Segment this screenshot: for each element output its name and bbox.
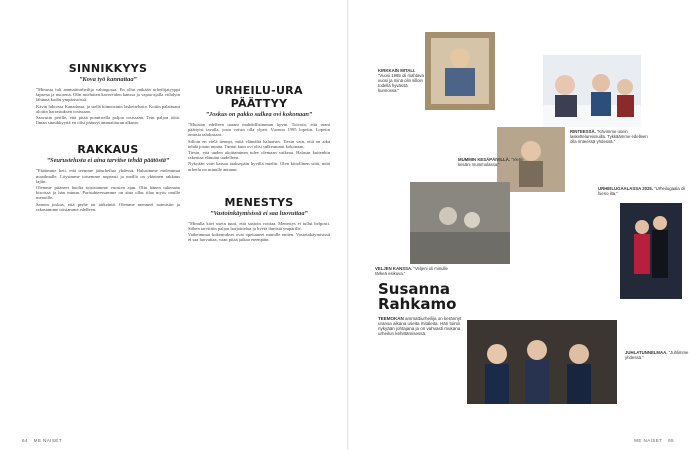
- photo-medal: [425, 32, 495, 110]
- intro-body: ammattiurheilija on kerännyt uransa aikana useita mitaleita. Hän toimii nykyään johtajana ja on vahvasti mukana urheilun kehittämisessä.: [378, 316, 462, 337]
- section-subtitle-sinnikkyys: ”Kova työ kannattaa”: [79, 76, 137, 83]
- section-subtitle-rakkaus: ”Seurustelusta ei aina tarvitse tehdä päätöstä”: [46, 157, 170, 165]
- paragraph: ”Minusta tuli ammattiurheilija vahingossa. En ollut mikään urheilijatyyppi lapsena ja nuorena. Olin mieluiten kavereiden kanssa ja vapaa-ajalla viihdyin lähinnä kodin ympäristössä.: [36, 87, 180, 103]
- photo-celebration: [467, 320, 617, 404]
- paragraph: Vaikeimmat kokemukset ovat opettaneet minulle eniten. Vastoinkäymisissä ei saa luovuttaa, vaan pitää jatkaa eteenpäin.: [188, 232, 330, 243]
- intro-name-line1: Susanna: [378, 280, 451, 298]
- photo-brother: [410, 182, 510, 264]
- intro-lead: TEEMOKAN: [378, 316, 404, 321]
- section-title-rakkaus: RAKKAUS: [77, 143, 139, 157]
- photo-celebration-image: [467, 320, 617, 404]
- photo-brother-image: [410, 182, 510, 264]
- paragraph: ”Päätimme heti, että teemme jääurheilua yhdessä. Halusimme molemmat maailmalle. Löysimme toisemme nopeasti ja meillä on yhteinen rakkaus lajiin.: [36, 168, 180, 184]
- photo-gala: [620, 203, 682, 299]
- photo-gala-image: [620, 203, 682, 299]
- intro-block: [378, 282, 464, 336]
- magazine-name-right: ME NAISET: [634, 438, 663, 443]
- photo-slopes: [543, 55, 641, 127]
- page-gutter: [347, 0, 349, 450]
- section-title-menestys: MENESTYS: [224, 195, 294, 209]
- paragraph: ”Muistan edelleen uraani mahdollisimman hyvin. Toivoin, että urani päättyisi tavalla, josta voisin olla ylpeä. Vuonna 1995 lopetin. Lopetin omasta tahdostani.: [188, 122, 330, 138]
- intro-name-line2: Rahkamo: [378, 295, 457, 313]
- footer-left: [18, 438, 62, 443]
- caption-urheilugaalassa: URHEILUGAALASSA 2025. ”Urheilugaala oli hieno ilta.”: [598, 186, 686, 196]
- section-subtitle-urheilu-ura: ”Joskus on pakko sulkea ovi kokonaan”: [205, 111, 313, 118]
- paragraph: Saavutin perille, että pitää ponnistella paljon tosissaan. Tein paljon töitä. Ilman sinnikkyyttä en olisi päässyt ammattiuran alkuun.: [36, 115, 180, 126]
- section-title-urheilu-ura: URHEILU-URA PÄÄTTYY: [215, 84, 303, 110]
- section-subtitle-menestys: ”Vastoinkäymisissä ei saa luovuttaa”: [210, 209, 308, 217]
- magazine-name: ME NAISET: [33, 438, 62, 443]
- caption-rintessa: RINTEESSÄ. ”Kävimme usein laskettelureissuilla. Tykkäämme edelleen olla rinteessä yhdessä.”: [570, 129, 648, 144]
- photo-medal-image: [425, 32, 495, 110]
- paragraph: Olemme pitäneet huolta toisistamme vuosien ajan. Olin hänen tukenaan kisoissa ja hän minun. Parisuhteessamme on aina ollut tilaa myös omille menoille.: [36, 185, 180, 201]
- footer-right: [634, 438, 678, 443]
- column-left-1: [36, 62, 180, 213]
- paragraph: ”Minulla kävi usein tuuri, että saatoin voittaa. Menestys ei tullut helposti. Siihen tarvittiin paljon harjoittelua ja hyviä ihmisiä ympärille.: [188, 220, 330, 232]
- paragraph: Nykyään voin katsoa taaksepäin hyvillä mielin. Olen kiitollinen siitä, mitä urheilu on minulle antanut.: [188, 161, 330, 172]
- intro-text: [378, 316, 464, 336]
- column-left-2: [188, 66, 330, 244]
- page-number-left: 64: [22, 438, 28, 443]
- caption-juhlatunnelmaa: JUHLATUNNELMAA. ”Juhlimme yhdessä.”: [625, 350, 689, 360]
- caption-veljen-kanssa: VELJEN KANSSA. ”Veljeni oli minulle tärkeä esikuva.”: [375, 266, 448, 276]
- photo-slopes-image: [543, 55, 641, 127]
- section-title-sinnikkyys: SINNIKKYYS: [68, 62, 148, 75]
- paragraph: Kävin lukiossa Kanadassa, ja siellä kiinnostuin laskettelusta. Kotiin palattuani aloitin harrastuksen tosissaan.: [36, 103, 180, 114]
- paragraph: Tiesin, että uuden aloittaminen tulee olemaan vaikeaa. Halusin kuitenkin rakentaa elämäni uudelleen.: [188, 150, 330, 161]
- page-number-right: 65: [668, 438, 674, 443]
- caption-kirkkain-mitali: KIRKKAIN MITALI. ”Vuosi 1985 oli mahtava vuosi ja minä olin silloin todella hyvässä kunnossa.”: [378, 68, 424, 93]
- paragraph: Sanoin joskus, että perhe on tärkeintä. Olemme menneet naimisiin ja rakastamme toisiamme edelleen.: [36, 201, 180, 212]
- caption-mummin-kesapaiva: MUMMIN KESÄPÄIVILLÄ. ”Vietin kesäni mummolassa.”: [458, 157, 524, 167]
- paragraph: Silloin en vielä tiennyt, mitä elämältä haluaisin. Tiesin vain, että on aika tehdä jotain muuta. Tuntui kuin ovi olisi sulkeutunut kokonaan.: [188, 138, 330, 149]
